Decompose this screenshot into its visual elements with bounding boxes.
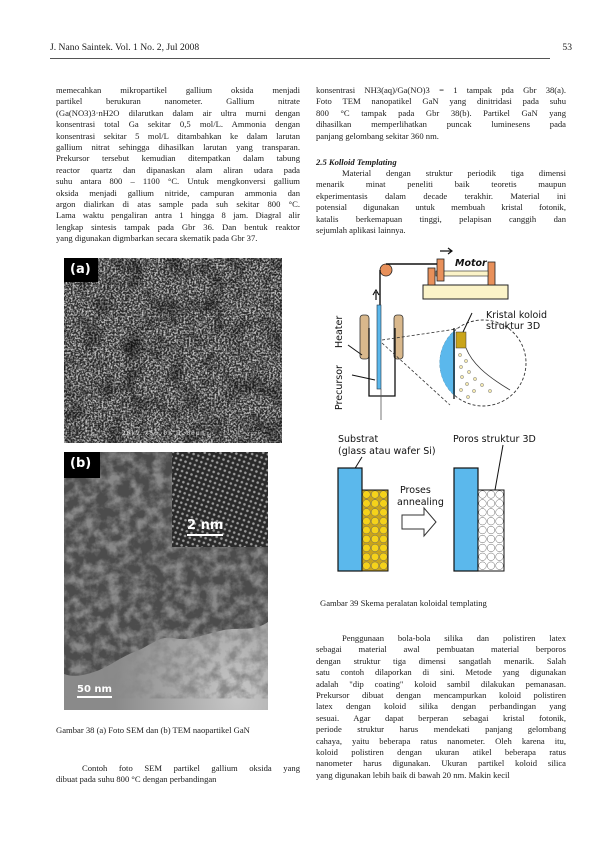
magnified-substrate	[440, 330, 455, 396]
text-line: cahaya, yaitu beberapa ratus nanometer. Oleh karena itu,	[316, 735, 566, 746]
text-line: ekperimentasis dalam decade terakhir. Material ini	[316, 190, 566, 201]
text-line: Lama waktu pengaliran antra 1 hingga 8 jam. Diagral alir	[56, 210, 300, 221]
colloid-ball	[363, 553, 371, 561]
colloidal-templating-diagram	[320, 245, 570, 585]
text-line: argon dialirkan di atas sample pada suh sekitar 800 °C.	[56, 199, 300, 210]
colloid-ball	[479, 562, 487, 570]
tem-image	[64, 452, 268, 710]
text-line: suhu antara 800 – 1100 °C. Untuk mengkonversi gallium	[56, 176, 300, 187]
colloid-ball	[496, 535, 504, 543]
text-line: latex dengan koloid silika dengan perbandingan yang	[316, 701, 566, 712]
colloid-ball	[363, 491, 371, 499]
heater-left	[360, 315, 369, 359]
motor-assembly	[423, 248, 508, 299]
colloid-ball	[371, 535, 379, 543]
colloid-ball	[380, 500, 388, 508]
panel-a-label: (a)	[64, 258, 98, 282]
proses-label-line1: Proses	[400, 485, 431, 496]
colloid-ball	[496, 553, 504, 561]
colloid-ball	[380, 491, 388, 499]
tem-texture	[64, 452, 268, 710]
colloid-ball	[479, 553, 487, 561]
main-scale-bar	[77, 684, 112, 698]
colloid-ball	[487, 544, 495, 552]
colloid-ball	[380, 544, 388, 552]
colloid-ball	[380, 535, 388, 543]
text-line: sejumlah aplikasi lainnya.	[316, 225, 406, 236]
colloid-ball	[363, 526, 371, 534]
heater-label: Heater	[334, 315, 345, 348]
colloid-ball	[371, 500, 379, 508]
text-line: Prekursor tersebut kemudian ditempatkan dalam tabung	[56, 153, 300, 164]
colloid-ball	[487, 491, 495, 499]
arrow-right-icon	[440, 248, 452, 254]
running-header	[50, 42, 572, 59]
figure-38-caption: Gambar 38 (a) Foto SEM dan (b) TEM naopartikel GaN	[56, 725, 250, 735]
colloid-ball	[371, 544, 379, 552]
substrat-label-line1: Substrat	[338, 434, 379, 445]
pulley	[380, 264, 392, 276]
main-scale-label: 50 nm	[77, 684, 112, 695]
substrate-slide	[377, 305, 381, 389]
text-line: Contoh foto SEM partikel gallium oksida yang	[82, 763, 300, 773]
colloid-ball	[371, 509, 379, 517]
colloid-ball	[380, 526, 388, 534]
colloid-ball	[487, 562, 495, 570]
right-paragraph-3	[316, 633, 566, 781]
text-line: yang digunakan digmbarkan secara skematik pada Gbr 37.	[56, 233, 258, 244]
colloid-ball	[371, 517, 379, 525]
porous-balls-after	[479, 491, 504, 570]
precursor-vessel	[369, 328, 395, 396]
text-line: sesuai. Agar dapat berperan sebagai kristal fotonik,	[316, 712, 566, 723]
motor-block-left	[428, 268, 435, 285]
section-title: 2.5 Kolloid Templating	[316, 157, 397, 167]
text-line: adalah "dip coating" koloid sambil dilakukan pemanasan.	[316, 678, 566, 689]
text-line: periode struktur harus mendekati panjang gelombang	[316, 724, 566, 735]
colloid-ball	[487, 500, 495, 508]
text-line: konsentrasi NH3(aq)/Ga(NO)3 = 1 tampak pda Gbr 38(a).	[316, 85, 566, 95]
colloid-ball	[371, 526, 379, 534]
inset-scale-line	[187, 534, 223, 536]
colloid-ball	[479, 517, 487, 525]
text-line: dihasilkan memperlihatkan puncak luminesens pada	[316, 119, 566, 130]
inset-scale-bar	[187, 518, 223, 536]
colloid-ball	[496, 500, 504, 508]
colloid-ball	[363, 544, 371, 552]
colloid-ball	[380, 517, 388, 525]
text-line: dibuat pada suhu 800 °C dengan perbandingan	[56, 774, 217, 785]
colloid-ball	[479, 491, 487, 499]
right-paragraph-1	[316, 85, 566, 142]
colloid-balls-before	[363, 491, 388, 570]
text-line: partikel berukuran nanometer. Gallium nitrate	[56, 96, 300, 107]
motor-block-right	[488, 262, 495, 285]
text-line: 800 °C tampak pada Gbr 38(b). Partikel GaN yang	[316, 107, 566, 118]
pointer-precursor	[352, 375, 375, 380]
text-line: reactor quartz dan dipanaskan alam aliran udara pada	[56, 164, 300, 175]
colloid-ball	[479, 509, 487, 517]
substrate-before	[338, 468, 362, 571]
main-scale-line	[77, 696, 112, 698]
colloid-ball	[487, 535, 495, 543]
motor-carriage	[437, 259, 444, 281]
text-line: nanometer harus digunakan. Ukuran partikel koloid silica	[316, 758, 566, 769]
crystal-layer	[456, 332, 466, 348]
text-line: dengan struktur tiga dimensi sangatlah menarik. Salah	[316, 655, 566, 666]
substrat-label-line2: (glass atau wafer Si)	[338, 446, 436, 457]
colloid-ball	[380, 553, 388, 561]
text-line: Prekursor dibuat dengan mencampurkan koloid polistiren	[316, 690, 566, 701]
page-number: 53	[562, 42, 572, 53]
pointer-poros	[495, 445, 503, 490]
colloid-ball	[371, 553, 379, 561]
text-line: gallium nitrat sehingga dihasilkan larutan yang transparan.	[56, 142, 300, 153]
text-line: memecahkan mikropartikel gallium oksida menjadi	[56, 85, 300, 95]
colloid-ball	[363, 517, 371, 525]
colloid-ball	[363, 500, 371, 508]
colloid-ball	[487, 553, 495, 561]
text-line: sebagai material awal pembuatan material berporos	[316, 644, 566, 655]
text-line: konsentrasi total Ga sekitar 0,5 mol/L. Ammonia dengan	[56, 119, 300, 130]
colloid-ball	[371, 491, 379, 499]
text-line: satu contoh dilaporkan di sini. Metode yang digunakan	[316, 667, 566, 678]
text-line: Foto TEM nanopatikel GaN yang dinitridasi pada suhu	[316, 96, 566, 107]
arrow-up-icon	[373, 290, 379, 300]
right-paragraph-2	[316, 168, 566, 236]
substrate-after	[454, 468, 478, 571]
sem-texture	[64, 258, 282, 443]
text-line: (Ga(NO3)3·nH2O dilarutkan dalam air ultra murni dengan	[56, 107, 300, 118]
poros-label: Poros struktur 3D	[453, 434, 536, 445]
colloid-ball	[479, 544, 487, 552]
journal-citation: J. Nano Saintek. Vol. 1 No. 2, Jul 2008	[50, 42, 200, 53]
colloid-ball	[496, 509, 504, 517]
colloid-ball	[363, 509, 371, 517]
proses-label-line2: annealing	[397, 497, 444, 508]
left-paragraph-1	[56, 85, 300, 245]
inset-scale-label: 2 nm	[187, 518, 224, 533]
text-line: potensial digunakan untuk membuah kristal fotonik,	[316, 202, 566, 213]
motor-base	[423, 285, 508, 299]
text-line: yang digunakan lebih baik di bawah 20 nm. Makin kecil	[316, 769, 510, 780]
precursor-label: Precursor	[334, 365, 345, 410]
text-line: katalis berkemapuan tinggi, pelapisan canggih dan	[316, 213, 566, 224]
panel-b-label: (b)	[64, 452, 98, 476]
colloid-ball	[371, 562, 379, 570]
kristal-label-line2: struktur 3D	[486, 321, 541, 332]
colloid-ball	[487, 509, 495, 517]
text-line: koloid polistiren dengan ukuran atikel beberapa ratus	[316, 747, 566, 758]
text-line: Material dengan struktur periodik tiga dimensi	[342, 168, 566, 178]
colloid-ball	[479, 500, 487, 508]
motor-label: Motor	[455, 258, 487, 269]
text-line: menarik minat peneliti baik teoretis maupun	[316, 179, 566, 190]
text-line: konsentrasi sekitar 5 mol/L ditambahkan ke dalam larutan	[56, 130, 300, 141]
colloid-ball	[487, 517, 495, 525]
text-line: lengkap sintesis tampak pada Gbr 36. Dan bentuk reaktor	[56, 221, 300, 232]
kristal-label-line1: Kristal koloid	[486, 310, 548, 321]
colloid-ball	[363, 562, 371, 570]
figure-39-caption: Gambar 39 Skema peralatan koloidal templating	[320, 598, 487, 608]
left-paragraph-2	[56, 763, 300, 786]
arrow-annealing-icon	[402, 508, 436, 536]
colloid-ball	[496, 562, 504, 570]
colloid-ball	[487, 526, 495, 534]
text-line: oksida menjadi gallium nitride, campuran ammonia dan	[56, 187, 300, 198]
colloid-ball	[380, 509, 388, 517]
sem-image	[64, 258, 282, 443]
colloid-ball	[496, 491, 504, 499]
colloid-ball	[496, 544, 504, 552]
colloid-ball	[380, 562, 388, 570]
colloid-ball	[496, 526, 504, 534]
text-line: Penggunaan bola-bola silika dan polistiren latex	[342, 633, 566, 643]
sem-info-bar: 20kV x50,0k 1.00µm	[122, 430, 206, 437]
text-line: panjang gelombang sekitar 360 nm.	[316, 130, 439, 141]
colloid-ball	[363, 535, 371, 543]
colloid-ball	[496, 517, 504, 525]
colloid-ball	[479, 526, 487, 534]
colloid-ball	[479, 535, 487, 543]
